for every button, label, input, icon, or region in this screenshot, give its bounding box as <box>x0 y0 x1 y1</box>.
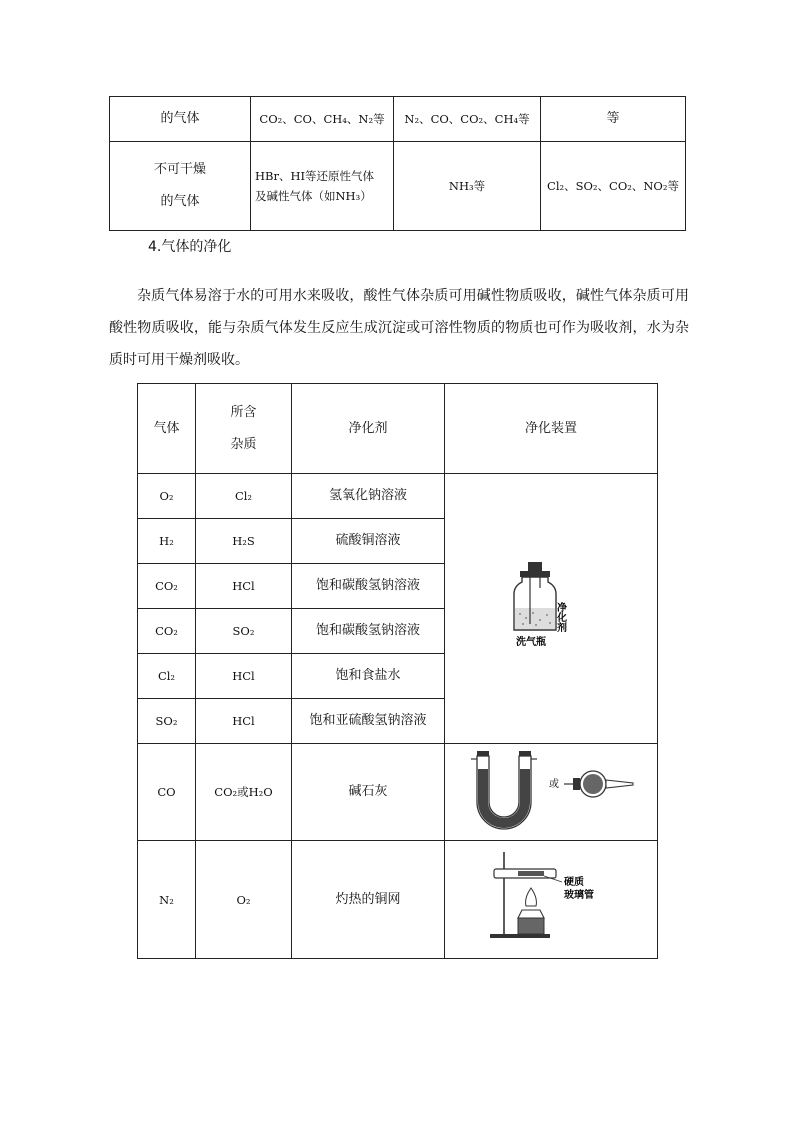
header-gas: 气体 <box>138 384 196 474</box>
bottle-liquid-shape <box>515 608 555 629</box>
table-row <box>110 97 686 142</box>
cell-line: 及碱性气体（如NH₃） <box>255 189 372 203</box>
burner-top-shape <box>518 910 544 918</box>
u-tube-cell <box>445 744 658 841</box>
drying-agent-shape <box>583 774 603 794</box>
agent-cell: 硫酸铜溶液 <box>292 519 445 564</box>
copper-mesh-shape <box>518 871 544 876</box>
drying-tube-stem-shape <box>606 780 633 788</box>
agent-cell: 灼热的铜网 <box>292 841 445 959</box>
wash-bottle-cell <box>445 474 658 744</box>
heated-tube-illustration <box>486 848 616 944</box>
impurity-cell: SO₂ <box>196 609 292 654</box>
header-row <box>138 384 658 474</box>
table-cell: 等 <box>541 97 686 142</box>
agent-cell: 饱和食盐水 <box>292 654 445 699</box>
gas-cell: SO₂ <box>138 699 196 744</box>
gas-cell: Cl₂ <box>138 654 196 699</box>
impurity-cell: O₂ <box>196 841 292 959</box>
header-line: 所含 <box>230 404 257 420</box>
gas-cell: H₂ <box>138 519 196 564</box>
agent-cell: 饱和碳酸氢钠溶液 <box>292 609 445 654</box>
hard-glass-tube-cell <box>445 841 658 959</box>
table-cell: CO₂、CO、CH₄、N₂等 <box>251 97 394 142</box>
agent-cell: 饱和亚硫酸氢钠溶液 <box>292 699 445 744</box>
header-agent: 净化剂 <box>292 384 445 474</box>
impurity-cell: CO₂或H₂O <box>196 744 292 841</box>
row-label-line: 不可干燥 <box>153 162 206 177</box>
purification-table <box>137 383 658 959</box>
wash-bottle-illustration <box>506 558 596 653</box>
header-device: 净化装置 <box>445 384 658 474</box>
agent-cell: 碱石灰 <box>292 744 445 841</box>
flame-shape <box>526 888 537 906</box>
row-label-line: 的气体 <box>160 194 200 209</box>
drying-table <box>109 96 686 231</box>
body-paragraph: 杂质气体易溶于水的可用水来吸收，酸性气体杂质可用碱性物质吸收，碱性气体杂质可用酸性物质吸收，能与杂质气体发生反应生成沉淀或可溶性物质的物质也可作为吸收剂，水为杂质时可用干燥剂吸收。 <box>109 288 689 368</box>
row-label <box>110 142 251 231</box>
stopper-left-shape <box>477 751 489 756</box>
soda-lime-fill-shape <box>478 769 530 828</box>
stopper-right-shape <box>519 751 531 756</box>
agent-label: 净化剂 <box>554 601 566 632</box>
table-cell: NH₃等 <box>394 142 541 231</box>
gas-cell: N₂ <box>138 841 196 959</box>
table-cell: Cl₂、SO₂、CO₂、NO₂等 <box>541 142 686 231</box>
tube-label-line1: 硬质 <box>564 877 584 888</box>
table-cell: N₂、CO、CO₂、CH₄等 <box>394 97 541 142</box>
header-impurity <box>196 384 292 474</box>
impurity-cell: H₂S <box>196 519 292 564</box>
table-row <box>138 474 658 519</box>
impurity-cell: Cl₂ <box>196 474 292 519</box>
burner-body-shape <box>518 918 544 934</box>
table-row <box>138 841 658 959</box>
gas-cell: CO₂ <box>138 609 196 654</box>
impurity-cell: HCl <box>196 699 292 744</box>
u-tube-illustration <box>461 747 641 831</box>
agent-cell: 氢氧化钠溶液 <box>292 474 445 519</box>
table-row <box>138 744 658 841</box>
tube-label-line2: 玻璃管 <box>564 890 594 901</box>
cell-line: HBr、HI等还原性气体 <box>255 169 375 183</box>
agent-cell: 饱和碳酸氢钠溶液 <box>292 564 445 609</box>
row-label: 的气体 <box>110 97 251 142</box>
impurity-cell: HCl <box>196 654 292 699</box>
gas-cell: O₂ <box>138 474 196 519</box>
drying-tube-stopper-shape <box>573 778 580 790</box>
bottle-cap-shape <box>520 571 550 577</box>
header-line: 杂质 <box>230 436 257 452</box>
table-row <box>110 142 686 231</box>
bottle-name-label: 洗气瓶 <box>516 636 546 648</box>
section-heading: 4.气体的净化 <box>148 239 232 255</box>
stand-base-shape <box>490 934 550 938</box>
table-cell <box>251 142 394 231</box>
gas-cell: CO₂ <box>138 564 196 609</box>
impurity-cell: HCl <box>196 564 292 609</box>
gas-cell: CO <box>138 744 196 841</box>
or-label: 或 <box>549 778 559 790</box>
